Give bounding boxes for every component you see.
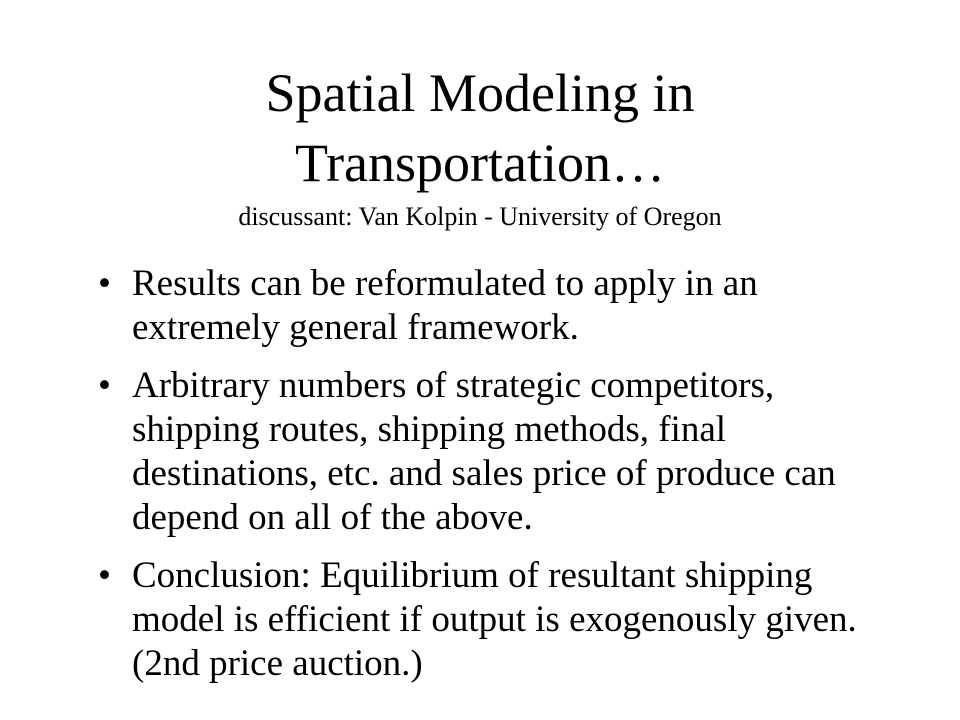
bullet-icon: •: [98, 263, 111, 304]
bullet-item: [98, 364, 898, 540]
bullet-text: Conclusion: Equilibrium of resultant shipping model is efficient if output is exogenously given. (2nd price auction.): [132, 555, 857, 684]
bullet-icon: •: [98, 555, 111, 596]
title-line-2: Transportation…: [294, 133, 665, 193]
bullet-text: Results can be reformulated to apply in an extremely general framework.: [132, 263, 758, 348]
title-line-1: Spatial Modeling in: [265, 63, 695, 123]
bullet-icon: •: [98, 365, 111, 406]
slide-subtitle: discussant: Van Kolpin - University of Oregon: [238, 202, 722, 231]
bullet-item: [98, 554, 898, 686]
bullet-item: [98, 262, 898, 350]
slide-title: [0, 58, 960, 234]
bullet-list: [98, 262, 898, 700]
bullet-text: Arbitrary numbers of strategic competitors, shipping routes, shipping methods, final destinations, etc. and sales price of produce can depend on all of the above.: [132, 365, 836, 538]
